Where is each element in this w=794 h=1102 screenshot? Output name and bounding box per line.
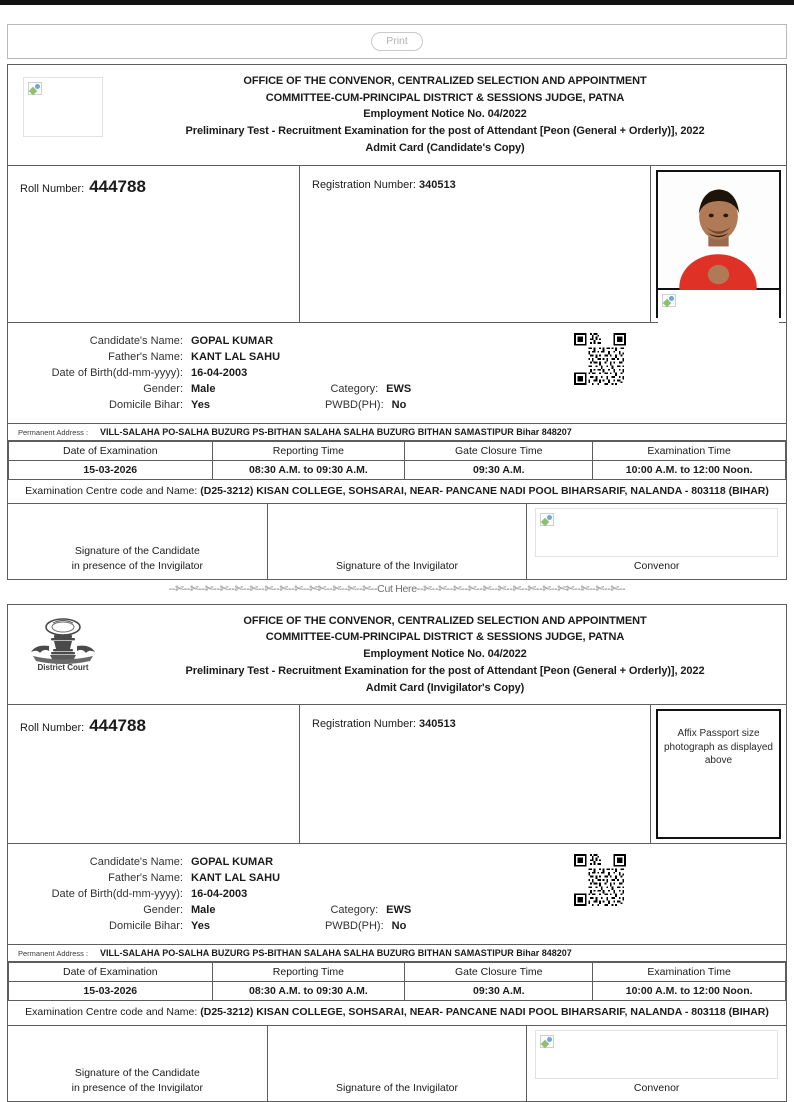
candidate-photo-frame	[656, 170, 781, 318]
value-gate-closure-time: 09:30 A.M.	[405, 460, 593, 479]
candidate-name-value: GOPAL KUMAR	[191, 856, 274, 869]
roll-number-value: 444788	[89, 716, 146, 736]
col-examination-time: Examination Time	[593, 441, 786, 460]
photo-cell-candidate	[651, 166, 786, 322]
dob-label: Date of Birth(dd-mm-yyyy):	[51, 888, 183, 901]
convenor-signature-box	[535, 1030, 778, 1079]
affix-photograph-box	[656, 709, 781, 839]
domicile-label: Domicile Bihar:	[109, 398, 183, 411]
candidate-name-value: GOPAL KUMAR	[191, 334, 274, 347]
permanent-address-row	[8, 945, 786, 962]
header-notice-no: Employment Notice No. 04/2022	[363, 648, 527, 661]
signature-convenor-cell	[527, 1026, 786, 1101]
card-header-candidate	[8, 65, 786, 166]
header-exam-title: Preliminary Test - Recruitment Examination for the post of Attendant [Peon (General + Orderly)], 2022	[185, 664, 705, 677]
header-line-1: OFFICE OF THE CONVENOR, CENTRALIZED SELECTION AND APPOINTMENT	[243, 75, 647, 87]
signature-invigilator-label: Signature of the Invigilator	[336, 1081, 458, 1094]
broken-image-icon	[662, 294, 676, 307]
detail-row-name	[8, 336, 786, 347]
signature-convenor-label: Convenor	[633, 1081, 680, 1094]
gender-value: Male	[191, 382, 216, 395]
value-reporting-time: 08:30 A.M. to 09:30 A.M.	[212, 982, 405, 1001]
header-text-candidate	[118, 71, 786, 157]
qr-code	[574, 854, 626, 906]
signature-candidate-line-1: Signature of the Candidate	[74, 545, 200, 558]
pwbd-value: No	[391, 920, 407, 933]
signature-candidate-cell	[8, 1026, 268, 1101]
detail-row-domicile-pwbd	[8, 921, 786, 932]
permanent-address-row	[8, 424, 786, 441]
header-copy-type: Admit Card (Invigilator's Copy)	[365, 681, 525, 694]
gender-label: Gender:	[143, 382, 183, 395]
exam-centre-row	[8, 480, 786, 504]
emblem-caption: District Court	[37, 662, 89, 672]
value-date-of-examination: 15-03-2026	[9, 982, 213, 1001]
exam-centre-row	[8, 1001, 786, 1025]
admit-card-page	[0, 24, 794, 1102]
candidate-details-candidate-copy	[8, 323, 786, 424]
signature-row-invigilator-copy	[8, 1026, 786, 1101]
signature-invigilator-label: Signature of the Invigilator	[336, 560, 458, 573]
domicile-label: Domicile Bihar:	[109, 920, 183, 933]
signature-invigilator-cell	[268, 1026, 528, 1101]
logo-cell-invigilator	[8, 611, 118, 673]
admit-card-candidate-copy	[7, 64, 787, 580]
signature-row-candidate-copy	[8, 504, 786, 579]
logo-cell-candidate	[8, 71, 118, 137]
candidate-name-label: Candidate's Name:	[89, 856, 183, 869]
value-reporting-time: 08:30 A.M. to 09:30 A.M.	[212, 460, 405, 479]
affix-photograph-text: Affix Passport size photograph as displayed above	[664, 728, 773, 767]
header-line-1: OFFICE OF THE CONVENOR, CENTRALIZED SELECTION AND APPOINTMENT	[243, 614, 647, 627]
signature-candidate-line-1: Signature of the Candidate	[74, 1067, 200, 1080]
value-examination-time: 10:00 A.M. to 12:00 Noon.	[593, 460, 786, 479]
table-header-row	[9, 963, 786, 982]
card-header-invigilator	[8, 605, 786, 706]
father-name-value: KANT LAL SAHU	[191, 350, 281, 363]
father-name-label: Father's Name:	[108, 350, 183, 363]
qr-code-wrapper	[574, 854, 626, 906]
signature-invigilator-cell	[268, 504, 528, 579]
col-examination-time: Examination Time	[593, 963, 786, 982]
detail-row-dob	[8, 889, 786, 900]
roll-registration-row-candidate	[8, 166, 786, 323]
father-name-value: KANT LAL SAHU	[191, 872, 281, 885]
exam-centre-label: Examination Centre code and Name:	[25, 1006, 198, 1019]
exam-schedule-table	[8, 962, 786, 1001]
dob-label: Date of Birth(dd-mm-yyyy):	[51, 366, 183, 379]
qr-code	[574, 333, 626, 385]
candidate-signature-slot	[658, 290, 779, 326]
dob-value: 16-04-2003	[191, 366, 248, 379]
pwbd-label: PWBD(PH):	[324, 398, 384, 411]
candidate-details-invigilator-copy	[8, 844, 786, 945]
cut-here-divider: --✄--✄--✄--✄--✄--✄--✄--✄--✄--✄✄--✄--✄--✄--Cut Here--✄--✄--✄--✄--✄--✄--✄--✄--✄--✄✄--✄--✄--✄--	[168, 582, 626, 595]
permanent-address-label: Permanent Address :	[18, 949, 89, 959]
header-exam-title: Preliminary Test - Recruitment Examination for the post of Attendant [Peon (General + Orderly)], 2022	[185, 125, 705, 138]
detail-row-father	[8, 352, 786, 363]
exam-centre-value: (D25-3212) KISAN COLLEGE, SOHSARAI, NEAR- PANCANE NADI POOL BIHARSARIF, NALANDA - 803118 (BIHAR)	[200, 1006, 769, 1019]
value-date-of-examination: 15-03-2026	[9, 460, 213, 479]
value-examination-time: 10:00 A.M. to 12:00 Noon.	[593, 982, 786, 1001]
header-copy-type: Admit Card (Candidate's Copy)	[365, 141, 525, 154]
permanent-address-value: VILL-SALAHA PO-SALHA BUZURG PS-BITHAN SALAHA SALHA BUZURG BITHAN SAMASTIPUR Bihar 848207	[100, 426, 572, 437]
broken-image-icon	[540, 1035, 554, 1048]
registration-number-value: 340513	[419, 718, 456, 731]
district-court-emblem-icon	[20, 617, 106, 673]
col-reporting-time: Reporting Time	[212, 441, 405, 460]
detail-row-dob	[8, 368, 786, 379]
admit-card-invigilator-copy	[7, 604, 787, 1102]
registration-number-cell	[300, 705, 651, 843]
category-value: EWS	[386, 904, 412, 917]
print-button[interactable]: Print	[371, 32, 423, 52]
header-line-2: COMMITTEE-CUM-PRINCIPAL DISTRICT & SESSIONS JUDGE, PATNA	[265, 631, 625, 644]
broken-image-icon	[540, 513, 554, 526]
photo-cell-invigilator	[651, 705, 786, 843]
detail-row-gender-category	[8, 905, 786, 916]
signature-candidate-cell	[8, 504, 268, 579]
registration-number-value: 340513	[419, 178, 456, 191]
candidate-photo	[658, 172, 779, 290]
header-line-2: COMMITTEE-CUM-PRINCIPAL DISTRICT & SESSIONS JUDGE, PATNA	[265, 91, 625, 104]
col-date-of-examination: Date of Examination	[9, 441, 213, 460]
qr-code-wrapper	[574, 333, 626, 385]
col-gate-closure-time: Gate Closure Time	[405, 963, 593, 982]
roll-number-value: 444788	[89, 176, 146, 196]
print-toolbar	[7, 24, 787, 59]
exam-centre-label: Examination Centre code and Name:	[25, 484, 198, 497]
father-name-label: Father's Name:	[108, 872, 183, 885]
header-notice-no: Employment Notice No. 04/2022	[363, 108, 527, 121]
table-header-row	[9, 441, 786, 460]
roll-number-label: Roll Number:	[20, 722, 85, 735]
signature-candidate-line-2: in presence of the Invigilator	[71, 560, 203, 573]
pwbd-value: No	[391, 398, 407, 411]
registration-number-label: Registration Number:	[312, 178, 416, 191]
broken-image-icon	[28, 82, 42, 95]
col-date-of-examination: Date of Examination	[9, 963, 213, 982]
table-row	[9, 982, 786, 1001]
signature-convenor-cell	[527, 504, 786, 579]
roll-number-cell	[8, 705, 300, 843]
category-group	[330, 384, 411, 395]
signature-convenor-label: Convenor	[633, 560, 680, 573]
candidate-name-label: Candidate's Name:	[89, 334, 183, 347]
detail-row-domicile-pwbd	[8, 400, 786, 411]
detail-row-father	[8, 873, 786, 884]
detail-row-gender-category	[8, 384, 786, 395]
dob-value: 16-04-2003	[191, 888, 248, 901]
permanent-address-label: Permanent Address :	[18, 427, 89, 437]
category-label: Category:	[330, 382, 379, 395]
convenor-signature-box	[535, 508, 778, 557]
permanent-address-value: VILL-SALAHA PO-SALHA BUZURG PS-BITHAN SALAHA SALHA BUZURG BITHAN SAMASTIPUR Bihar 848207	[100, 948, 572, 959]
registration-number-label: Registration Number:	[312, 718, 416, 731]
col-gate-closure-time: Gate Closure Time	[405, 441, 593, 460]
domicile-value: Yes	[191, 920, 210, 933]
category-value: EWS	[386, 382, 412, 395]
pwbd-group	[325, 400, 406, 411]
gender-label: Gender:	[143, 904, 183, 917]
header-text-invigilator	[118, 611, 786, 697]
roll-registration-row-invigilator	[8, 705, 786, 844]
roll-number-cell	[8, 166, 300, 322]
signature-candidate-line-2: in presence of the Invigilator	[71, 1081, 203, 1094]
detail-row-name	[8, 857, 786, 868]
registration-number-cell	[300, 166, 651, 322]
exam-centre-value: (D25-3212) KISAN COLLEGE, SOHSARAI, NEAR- PANCANE NADI POOL BIHARSARIF, NALANDA - 803118 (BIHAR)	[200, 484, 769, 497]
table-row	[9, 460, 786, 479]
value-gate-closure-time: 09:30 A.M.	[405, 982, 593, 1001]
gender-value: Male	[191, 904, 216, 917]
exam-schedule-table	[8, 441, 786, 480]
category-group	[330, 905, 411, 916]
pwbd-group	[325, 921, 406, 932]
pwbd-label: PWBD(PH):	[324, 920, 384, 933]
col-reporting-time: Reporting Time	[212, 963, 405, 982]
roll-number-label: Roll Number:	[20, 182, 85, 195]
domicile-value: Yes	[191, 398, 210, 411]
logo-box-candidate	[23, 77, 103, 137]
top-black-bar	[0, 0, 794, 5]
category-label: Category:	[330, 904, 379, 917]
